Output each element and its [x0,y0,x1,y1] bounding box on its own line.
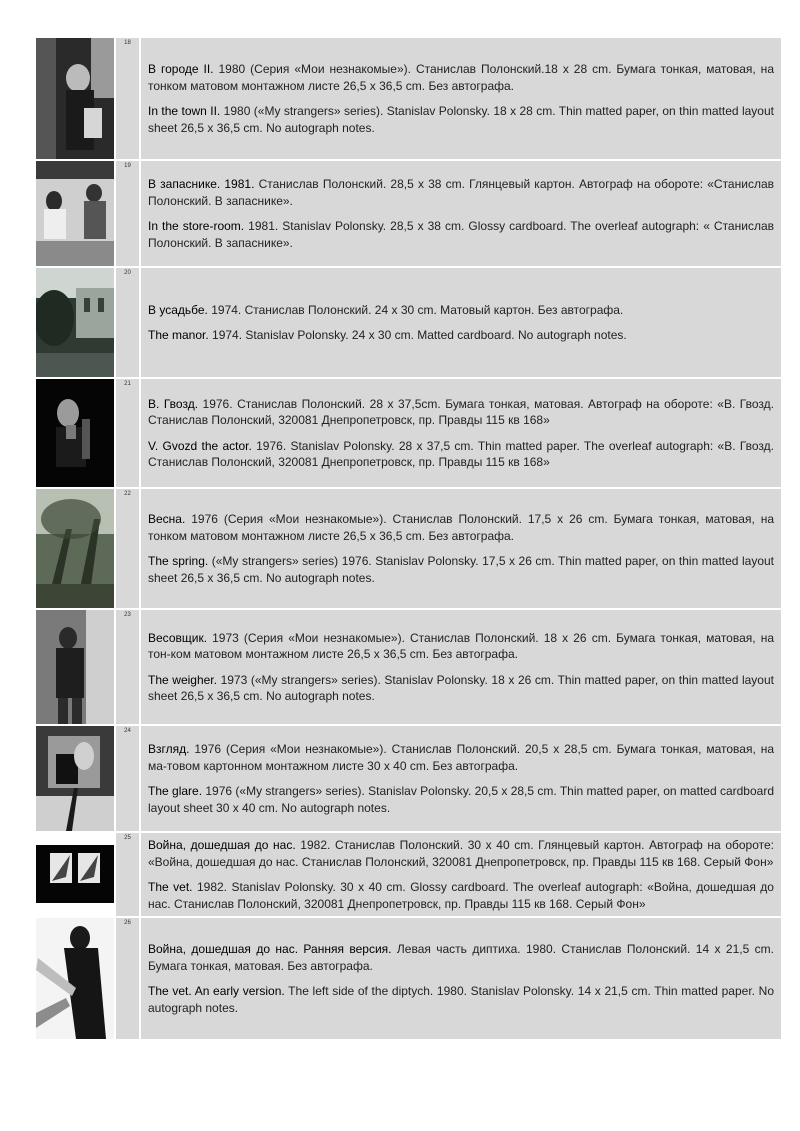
title-ru: В. Гвозд. [148,396,199,411]
title-en: The manor. [148,328,209,342]
title-en: V. Gvozd the actor. [148,438,252,453]
description-ru [148,630,774,663]
photo-thumbnail [36,38,114,159]
item-description [141,38,781,159]
title-en: The glare. [148,784,203,798]
description-ru [148,61,774,94]
title-ru: Весна. [148,512,186,526]
item-description [141,833,781,916]
details-en: 1982. Stanislav Polonsky. 30 x 40 cm. Glossy cardboard. The overleaf autograph: «Война, дошедшая до нас. Станислав Полонский, 320081 Днепропетровск, пр. Правды 115 кв 168. Серый Фон» [148,880,774,911]
description-en [148,983,774,1016]
title-ru: Весовщик. [148,630,208,645]
title-en: In the store-room. [148,219,245,233]
details-en: 1981. Stanislav Polonsky. 28,5 x 38 cm. Glossy cardboard. The overleaf autograph: « Станислав Полонский. В запаснике». [148,219,774,250]
photo-thumbnail [36,610,114,724]
details-ru: 1976. Станислав Полонский. 28 x 37,5cm. Бумага тонкая, матовая. Автограф на обороте: «В. Гвозд. Станислав Полонский, 320081 Днепропетровск, пр. Правды 115 кв 168» [148,396,774,427]
title-en: The weigher. [148,672,217,687]
description-ru [148,511,774,544]
details-en: 1974. Stanislav Polonsky. 24 x 30 cm. Matted cardboard. No autograph notes. [208,328,627,342]
item-number: 19 [114,161,141,266]
catalog-row [36,38,781,161]
item-description [141,489,781,608]
description-ru [148,941,774,974]
details-ru: 1976 (Серия «Мои незнакомые»). Станислав Полонский. 20,5 x 28,5 cm. Бумага тонкая, матовая, на ма-товом картонном монтажном листе 30 x 40 cm. Без автографа. [148,742,774,773]
item-description [141,268,781,377]
item-description [141,610,781,724]
title-ru: Война, дошедшая до нас. Ранняя версия. [148,942,392,956]
catalog-row [36,833,781,918]
title-en: The vet. An early version. [148,984,285,998]
title-en: In the town II. [148,104,221,118]
description-en [148,879,774,912]
catalog-row [36,161,781,268]
title-ru: Взгляд. [148,742,190,756]
catalog-row [36,268,781,379]
title-ru: В городе II. [148,62,214,76]
title-en: The vet. [148,880,193,894]
title-ru: Война, дошедшая до нас. [148,838,296,852]
details-en: 1973 («My strangers» series). Stanislav Polonsky. 18 x 26 cm. Thin matted paper, on thin matted layout sheet 26,5 x 36,5 cm. No autograph notes. [148,672,774,703]
photo-thumbnail [36,833,114,916]
title-en: The spring. [148,554,209,568]
item-description [141,161,781,266]
catalog-row [36,610,781,726]
details-ru: 1982. Станислав Полонский. 30 x 40 cm. Глянцевый картон. Автограф на обороте: «Война, дошедшая до нас. Станислав Полонский, 320081 Днепропетровск, пр. Правды 115 кв 168. Серый Фон» [148,838,775,869]
details-ru: 1976 (Серия «Мои незнакомые»). Станислав Полонский. 17,5 x 26 cm. Бумага тонкая, матовая, на тонком матовом монтажном листе 26,5 x 36,5 cm. Без автографа. [148,512,774,543]
photo-thumbnail [36,161,114,266]
description-en [148,438,774,471]
title-ru: В усадьбе. [148,302,208,317]
photo-thumbnail [36,726,114,831]
details-en: 1976. Stanislav Polonsky. 28 x 37,5 cm. Thin matted paper. The overleaf autograph: «В. Гвозд. Станислав Полонский, 320081 Днепропетровск, пр. Правды 115 кв 168» [148,438,774,469]
title-ru: В запаснике. 1981. [148,177,255,191]
description-en [148,553,774,586]
item-number: 21 [114,379,141,487]
photo-thumbnail [36,489,114,608]
catalog-row [36,918,781,1041]
catalog-table [36,38,781,1041]
details-ru: 1974. Станислав Полонский. 24 x 30 cm. Матовый картон. Без автографа. [207,302,624,317]
catalog-row [36,726,781,833]
catalog-row [36,489,781,610]
description-ru [148,302,774,319]
item-number: 24 [114,726,141,831]
item-number: 26 [114,918,141,1039]
description-en [148,103,774,136]
item-number: 25 [114,833,141,916]
description-ru [148,396,774,429]
details-ru: Левая часть диптиха. 1980. Станислав Полонский. 14 x 21,5 cm. Бумага тонкая, матовая. Без автографа. [148,942,775,973]
description-en [148,783,774,816]
item-number: 23 [114,610,141,724]
item-description [141,726,781,831]
details-en: The left side of the diptych. 1980. Stanislav Polonsky. 14 x 21,5 cm. Thin matted paper. No autograph notes. [148,984,774,1015]
description-ru [148,837,774,870]
details-en: 1976 («My strangers» series). Stanislav Polonsky. 20,5 x 28,5 cm. Thin matted paper, on matted cardboard layout sheet 30 x 40 cm. No autograph notes. [148,784,775,815]
item-number: 20 [114,268,141,377]
description-ru [148,741,774,774]
description-en [148,672,774,705]
photo-thumbnail [36,268,114,377]
details-en: 1980 («My strangers» series). Stanislav Polonsky. 18 x 28 cm. Thin matted paper, on thin matted layout sheet 26,5 x 36,5 cm. No autograph notes. [148,104,774,135]
details-ru: Станислав Полонский. 28,5 x 38 cm. Глянцевый картон. Автограф на обороте: «Станислав Полонский. В запаснике». [148,177,774,208]
photo-thumbnail [36,918,114,1039]
description-ru [148,176,774,209]
item-number: 22 [114,489,141,608]
description-en [148,218,774,251]
item-description [141,918,781,1039]
catalog-row [36,379,781,489]
details-ru: 1980 (Серия «Мои незнакомые»). Станислав Полонский.18 x 28 cm. Бумага тонкая, матовая, на тонком матовом монтажном листе 26,5 x 36,5 cm. Без автографа. [148,62,774,93]
description-en [148,327,774,344]
photo-thumbnail [36,379,114,487]
details-ru: 1973 (Серия «Мои незнакомые»). Станислав Полонский. 18 x 26 cm. Бумага тонкая, матовая, на тон-ком матовом монтажном листе 26,5 x 36,5 cm. Без автографа. [148,630,774,661]
item-description [141,379,781,487]
details-en: («My strangers» series) 1976. Stanislav Polonsky. 17,5 x 26 cm. Thin matted paper, on thin matted layout sheet 26,5 x 36,5 cm. No autograph notes. [148,554,775,585]
item-number: 18 [114,38,141,159]
